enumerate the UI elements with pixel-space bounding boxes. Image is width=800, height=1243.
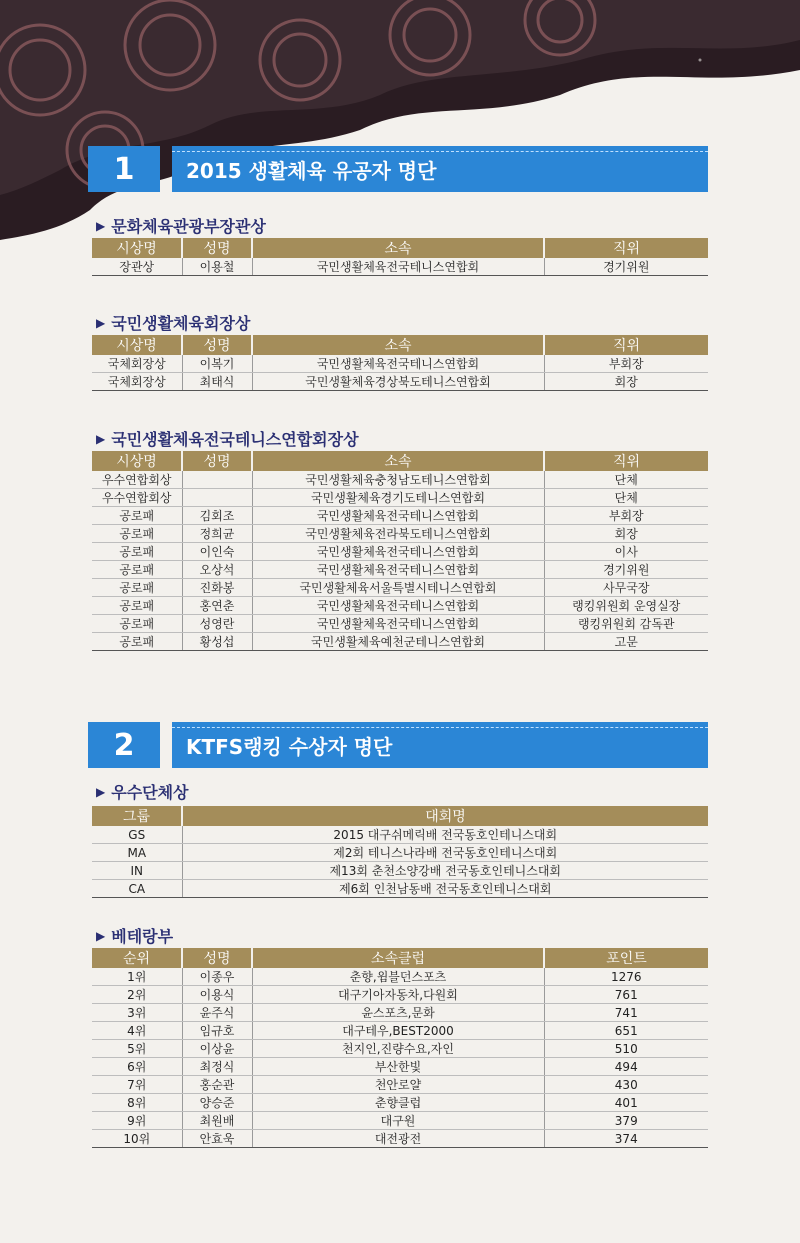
table-cell: 494 — [544, 1058, 708, 1076]
table-cell: 국민생활체육예천군테니스연합회 — [252, 633, 544, 651]
group-heading — [96, 311, 250, 334]
table-cell: 공로패 — [92, 615, 182, 633]
ink-brush-decoration — [0, 0, 800, 250]
column-header: 포인트 — [544, 948, 708, 968]
table-cell: 이인숙 — [182, 543, 252, 561]
table-row — [92, 880, 708, 898]
table-cell: 국민생활체육충청남도테니스연합회 — [252, 471, 544, 489]
table-cell: 공로패 — [92, 543, 182, 561]
table-cell: 9위 — [92, 1112, 182, 1130]
table-cell: 천지인,진량수요,자인 — [252, 1040, 544, 1058]
table-cell: 국민생활체육경기도테니스연합회 — [252, 489, 544, 507]
table-cell: 진화봉 — [182, 579, 252, 597]
triangle-bullet-icon: ▶ — [96, 784, 106, 799]
table-cell: 8위 — [92, 1094, 182, 1112]
section-number: 1 — [88, 146, 160, 192]
table-cell: 안효욱 — [182, 1130, 252, 1148]
table-row — [92, 489, 708, 507]
decorative-header-pattern — [0, 0, 800, 250]
table-cell: 장관상 — [92, 258, 182, 276]
table-cell: 1276 — [544, 968, 708, 986]
column-header: 직위 — [544, 238, 708, 258]
group-heading-label: 국민생활체육회장상 — [111, 314, 251, 333]
table-cell: 이용식 — [182, 986, 252, 1004]
table-cell: 6위 — [92, 1058, 182, 1076]
group-heading-label: 문화체육관광부장관상 — [111, 217, 266, 236]
table-row — [92, 1112, 708, 1130]
table-cell: 춘향,윔블던스포츠 — [252, 968, 544, 986]
table-cell: 대구기아자동차,다원회 — [252, 986, 544, 1004]
column-header: 시상명 — [92, 238, 182, 258]
table-row — [92, 373, 708, 391]
column-header: 대회명 — [182, 806, 708, 826]
table-cell: 이용철 — [182, 258, 252, 276]
column-header: 소속클럽 — [252, 948, 544, 968]
triangle-bullet-icon: ▶ — [96, 431, 106, 446]
table-cell: 춘향클럽 — [252, 1094, 544, 1112]
column-header: 성명 — [182, 451, 252, 471]
triangle-bullet-icon: ▶ — [96, 315, 106, 330]
table-row — [92, 1040, 708, 1058]
column-header: 직위 — [544, 451, 708, 471]
table-cell: 이복기 — [182, 355, 252, 373]
group-heading-label: 우수단체상 — [111, 783, 189, 802]
table-row — [92, 561, 708, 579]
table-cell: 5위 — [92, 1040, 182, 1058]
table-row — [92, 826, 708, 844]
table-cell: 제13회 춘천소양강배 전국동호인테니스대회 — [182, 862, 708, 880]
table-row — [92, 615, 708, 633]
table-cell: 고문 — [544, 633, 708, 651]
table-cell: 홍순관 — [182, 1076, 252, 1094]
table-cell: CA — [92, 880, 182, 898]
award-table — [92, 806, 708, 898]
table-cell: 국민생활체육경상북도테니스연합회 — [252, 373, 544, 391]
table-cell: 부산한빛 — [252, 1058, 544, 1076]
table-cell: 대구원 — [252, 1112, 544, 1130]
table-cell: 공로패 — [92, 525, 182, 543]
table-row — [92, 844, 708, 862]
table-cell: 4위 — [92, 1022, 182, 1040]
table-cell: 국민생활체육전국테니스연합회 — [252, 561, 544, 579]
group-heading — [96, 214, 266, 237]
table-cell: 윤스포츠,문화 — [252, 1004, 544, 1022]
table-cell: 랭킹위원회 운영실장 — [544, 597, 708, 615]
table-cell: 2위 — [92, 986, 182, 1004]
table-row — [92, 1076, 708, 1094]
triangle-bullet-icon: ▶ — [96, 928, 106, 943]
column-header: 성명 — [182, 335, 252, 355]
table-cell: MA — [92, 844, 182, 862]
table-row — [92, 968, 708, 986]
column-header: 직위 — [544, 335, 708, 355]
table-row — [92, 986, 708, 1004]
table-row — [92, 1022, 708, 1040]
table-cell: 윤주식 — [182, 1004, 252, 1022]
table-cell: 양승준 — [182, 1094, 252, 1112]
table-cell: 최정식 — [182, 1058, 252, 1076]
section-2-header — [88, 722, 708, 768]
award-table — [92, 335, 708, 391]
column-header: 성명 — [182, 238, 252, 258]
section-title: KTFS랭킹 수상자 명단 — [172, 722, 708, 768]
table-cell: 단체 — [544, 489, 708, 507]
table-cell: 2015 대구쉬메릭배 전국동호인테니스대회 — [182, 826, 708, 844]
table-row — [92, 1130, 708, 1148]
table-row — [92, 355, 708, 373]
table-cell: 741 — [544, 1004, 708, 1022]
table-cell: 공로패 — [92, 597, 182, 615]
triangle-bullet-icon: ▶ — [96, 218, 106, 233]
table-row — [92, 507, 708, 525]
table-cell: 국민생활체육전라북도테니스연합회 — [252, 525, 544, 543]
table-cell: 회장 — [544, 525, 708, 543]
table-cell: 국민생활체육전국테니스연합회 — [252, 507, 544, 525]
table-cell: 대전광전 — [252, 1130, 544, 1148]
table-cell: 공로패 — [92, 561, 182, 579]
table-cell: 우수연합회상 — [92, 471, 182, 489]
table-cell — [182, 471, 252, 489]
group-heading — [96, 780, 189, 803]
table-cell: 국민생활체육전국테니스연합회 — [252, 258, 544, 276]
column-header: 소속 — [252, 451, 544, 471]
table-cell: 이상윤 — [182, 1040, 252, 1058]
column-header: 시상명 — [92, 451, 182, 471]
group-heading — [96, 427, 359, 450]
table-cell: 3위 — [92, 1004, 182, 1022]
table-cell: 제2회 테니스나라배 전국동호인테니스대회 — [182, 844, 708, 862]
table-row — [92, 597, 708, 615]
table-cell: 국민생활체육전국테니스연합회 — [252, 615, 544, 633]
table-cell: 국민생활체육서울특별시테니스연합회 — [252, 579, 544, 597]
table-cell: 공로패 — [92, 507, 182, 525]
table-cell: IN — [92, 862, 182, 880]
section-title: 2015 생활체육 유공자 명단 — [172, 146, 708, 192]
table-cell: 최원배 — [182, 1112, 252, 1130]
table-cell: 사무국장 — [544, 579, 708, 597]
table-cell: GS — [92, 826, 182, 844]
column-header: 소속 — [252, 335, 544, 355]
table-cell: 651 — [544, 1022, 708, 1040]
table-cell: 경기위원 — [544, 561, 708, 579]
table-cell: 김회조 — [182, 507, 252, 525]
table-cell: 761 — [544, 986, 708, 1004]
table-cell: 1위 — [92, 968, 182, 986]
ranking-table — [92, 948, 708, 1148]
group-heading — [96, 924, 173, 947]
award-table — [92, 451, 708, 651]
table-cell — [182, 489, 252, 507]
table-cell: 우수연합회상 — [92, 489, 182, 507]
table-row — [92, 1058, 708, 1076]
column-header: 성명 — [182, 948, 252, 968]
table-cell: 이종우 — [182, 968, 252, 986]
table-row — [92, 579, 708, 597]
table-cell: 국체회장상 — [92, 355, 182, 373]
table-cell: 10위 — [92, 1130, 182, 1148]
table-cell: 510 — [544, 1040, 708, 1058]
table-row — [92, 633, 708, 651]
table-cell: 정희균 — [182, 525, 252, 543]
table-cell: 374 — [544, 1130, 708, 1148]
table-cell: 국체회장상 — [92, 373, 182, 391]
table-cell: 국민생활체육전국테니스연합회 — [252, 543, 544, 561]
table-cell: 대구테우,BEST2000 — [252, 1022, 544, 1040]
table-cell: 천안로얄 — [252, 1076, 544, 1094]
table-cell: 임규호 — [182, 1022, 252, 1040]
table-cell: 국민생활체육전국테니스연합회 — [252, 597, 544, 615]
table-cell: 379 — [544, 1112, 708, 1130]
table-cell: 이사 — [544, 543, 708, 561]
table-cell: 랭킹위원회 감독관 — [544, 615, 708, 633]
column-header: 소속 — [252, 238, 544, 258]
table-cell: 국민생활체육전국테니스연합회 — [252, 355, 544, 373]
table-cell: 부회장 — [544, 507, 708, 525]
section-number: 2 — [88, 722, 160, 768]
table-cell: 430 — [544, 1076, 708, 1094]
table-row — [92, 1004, 708, 1022]
table-cell: 공로패 — [92, 579, 182, 597]
table-cell: 오상석 — [182, 561, 252, 579]
table-cell: 단체 — [544, 471, 708, 489]
table-cell: 공로패 — [92, 633, 182, 651]
table-row — [92, 543, 708, 561]
table-row — [92, 862, 708, 880]
table-cell: 부회장 — [544, 355, 708, 373]
group-heading-label: 국민생활체육전국테니스연합회장상 — [111, 430, 359, 449]
table-cell: 401 — [544, 1094, 708, 1112]
column-header: 순위 — [92, 948, 182, 968]
section-1-header — [88, 146, 708, 192]
group-heading-label: 베테랑부 — [111, 927, 174, 946]
column-header: 시상명 — [92, 335, 182, 355]
table-cell: 회장 — [544, 373, 708, 391]
table-cell: 경기위원 — [544, 258, 708, 276]
award-table — [92, 238, 708, 276]
table-cell: 7위 — [92, 1076, 182, 1094]
table-cell: 제6회 인천남동배 전국동호인테니스대회 — [182, 880, 708, 898]
table-row — [92, 471, 708, 489]
table-cell: 최태식 — [182, 373, 252, 391]
table-cell: 황성섭 — [182, 633, 252, 651]
table-cell: 홍연춘 — [182, 597, 252, 615]
table-cell: 성영란 — [182, 615, 252, 633]
table-row — [92, 258, 708, 276]
table-row — [92, 1094, 708, 1112]
column-header: 그룹 — [92, 806, 182, 826]
table-row — [92, 525, 708, 543]
